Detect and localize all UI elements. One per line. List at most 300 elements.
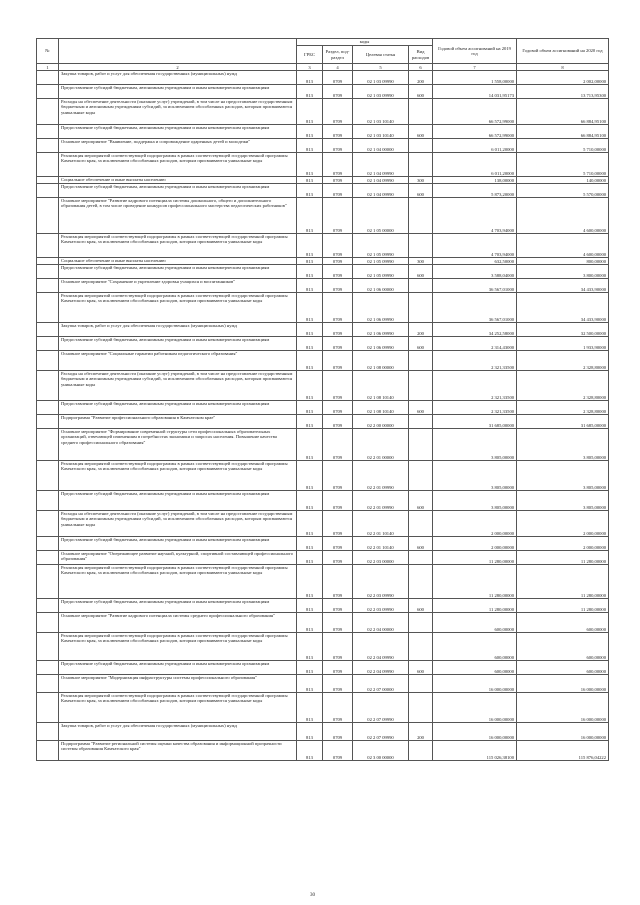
row-razdel-cell: 0709 (323, 537, 353, 551)
row-razdel-cell: 0709 (323, 198, 353, 234)
row-2020-cell: 34 433,90000 (517, 293, 609, 323)
row-name-cell: Расходы на обеспечение деятельности (оказание услуг) учреждений, в том числе на предоставление государственным бюджетным и автономным учреждениям субсидий, за исключением обособленных расходов, которым присваиваются уникальные коды (59, 99, 297, 125)
row-2020-cell: 2 000,00000 (517, 537, 609, 551)
row-cs-cell: 02 2 01 00000 (353, 429, 409, 461)
row-2020-cell: 3 805,00000 (517, 461, 609, 491)
row-vr-cell (409, 693, 433, 723)
table-row (37, 371, 609, 401)
row-number-cell (37, 293, 59, 323)
row-razdel-cell: 0709 (323, 429, 353, 461)
row-2019-cell: 2 321,33500 (433, 371, 517, 401)
row-2020-cell: 4 600,00000 (517, 234, 609, 258)
row-vr-cell (409, 565, 433, 599)
row-grbs-cell: 813 (297, 401, 323, 415)
row-grbs-cell: 813 (297, 99, 323, 125)
row-number-cell (37, 599, 59, 613)
row-number-cell (37, 693, 59, 723)
row-name-cell: Предоставление субсидий бюджетным, автономным учреждениям и иным некоммерческим организациям (59, 599, 297, 613)
row-2019-cell: 600,00000 (433, 633, 517, 661)
row-vr-cell (409, 613, 433, 633)
row-vr-cell (409, 153, 433, 177)
row-name-cell: Реализация мероприятий соответствующей подпрограммы в рамках соответствующей государственной программы Камчатского края, за исключением обособленных расходов, которым присваиваются уникальные коды (59, 693, 297, 723)
row-number-cell (37, 85, 59, 99)
row-name-cell: Основное мероприятие "Социальные гарантии работникам педагогического образования" (59, 351, 297, 371)
row-vr-cell (409, 415, 433, 429)
row-vr-cell (409, 429, 433, 461)
row-2020-cell: 16 000,00000 (517, 723, 609, 741)
row-grbs-cell: 813 (297, 279, 323, 293)
row-grbs-cell: 813 (297, 258, 323, 265)
row-vr-cell: 600 (409, 661, 433, 675)
row-razdel-cell: 0709 (323, 99, 353, 125)
row-name-cell: Предоставление субсидий бюджетным, автономным учреждениям и иным некоммерческим организациям (59, 661, 297, 675)
row-vr-cell (409, 279, 433, 293)
row-grbs-cell: 813 (297, 125, 323, 139)
row-razdel-cell: 0709 (323, 491, 353, 511)
row-2020-cell: 2 328,80000 (517, 371, 609, 401)
row-number-cell (37, 337, 59, 351)
row-cs-cell: 02 1 05 09990 (353, 258, 409, 265)
row-grbs-cell: 813 (297, 461, 323, 491)
row-cs-cell: 02 1 03 09990 (353, 85, 409, 99)
row-number-cell (37, 511, 59, 537)
row-2019-cell: 4 703,94000 (433, 234, 517, 258)
table-row (37, 293, 609, 323)
row-razdel-cell: 0709 (323, 139, 353, 153)
row-razdel-cell: 0709 (323, 723, 353, 741)
row-cs-cell: 02 2 01 09990 (353, 461, 409, 491)
row-number-cell (37, 198, 59, 234)
row-grbs-cell: 813 (297, 565, 323, 599)
row-cs-cell: 02 1 03 09990 (353, 71, 409, 85)
row-number-cell (37, 551, 59, 565)
row-number-cell (37, 184, 59, 198)
table-row (37, 613, 609, 633)
row-name-cell: Реализация мероприятий соответствующей подпрограммы в рамках соответствующей государственной программы Камчатского края, за исключением обособленных расходов, которым присваиваются уникальные коды (59, 293, 297, 323)
row-2020-cell: 3 800,00000 (517, 265, 609, 279)
row-cs-cell: 02 2 04 09990 (353, 661, 409, 675)
row-razdel-cell: 0709 (323, 415, 353, 429)
row-razdel-cell: 0709 (323, 184, 353, 198)
budget-table-page (36, 38, 608, 761)
header-grbs: ГРБС (297, 46, 323, 64)
row-vr-cell (409, 741, 433, 761)
row-number-cell (37, 723, 59, 741)
row-razdel-cell: 0709 (323, 461, 353, 491)
row-2019-cell: 66 572,99000 (433, 125, 517, 139)
row-razdel-cell: 0709 (323, 337, 353, 351)
row-name-cell: Предоставление субсидий бюджетным, автономным учреждениям и иным некоммерческим организациям (59, 401, 297, 415)
row-grbs-cell: 813 (297, 177, 323, 184)
row-2020-cell: 11 280,00000 (517, 599, 609, 613)
row-cs-cell: 02 2 07 00000 (353, 675, 409, 693)
row-razdel-cell: 0709 (323, 125, 353, 139)
row-2019-cell: 16 000,00000 (433, 675, 517, 693)
row-vr-cell (409, 198, 433, 234)
row-number-cell (37, 177, 59, 184)
row-name-cell: Предоставление субсидий бюджетным, автономным учреждениям и иным некоммерческим организациям (59, 537, 297, 551)
row-name-cell: Предоставление субсидий бюджетным, автономным учреждениям и иным некоммерческим организациям (59, 491, 297, 511)
index-cell: 6 (409, 64, 433, 71)
row-number-cell (37, 537, 59, 551)
row-cs-cell: 02 2 03 09990 (353, 599, 409, 613)
row-2019-cell: 16 000,00000 (433, 693, 517, 723)
row-vr-cell: 200 (409, 323, 433, 337)
row-2020-cell: 13 713,95300 (517, 85, 609, 99)
row-2020-cell: 32 500,00000 (517, 323, 609, 337)
row-name-cell: Социальное обеспечение и иные выплаты населению (59, 258, 297, 265)
row-name-cell: Расходы на обеспечение деятельности (оказание услуг) учреждений, в том числе на предоставление государственным бюджетным и автономным учреждениям субсидий, за исключением обособленных расходов, которым присваиваются уникальные коды (59, 511, 297, 537)
row-number-cell (37, 565, 59, 599)
row-name-cell: Предоставление субсидий бюджетным, автономным учреждениям и иным некоммерческим организациям (59, 85, 297, 99)
row-razdel-cell: 0709 (323, 153, 353, 177)
row-cs-cell: 02 1 05 00000 (353, 198, 409, 234)
table-row (37, 661, 609, 675)
row-name-cell: Основное мероприятие "Развитие кадрового потенциала системы среднего профессионального образования" (59, 613, 297, 633)
row-cs-cell: 02 2 03 00000 (353, 551, 409, 565)
row-2020-cell: 11 280,00000 (517, 565, 609, 599)
table-row (37, 184, 609, 198)
row-grbs-cell: 813 (297, 323, 323, 337)
index-cell: 7 (433, 64, 517, 71)
row-vr-cell: 600 (409, 537, 433, 551)
row-name-cell: Закупка товаров, работ и услуг для обеспечения государственных (муниципальных) нужд (59, 323, 297, 337)
row-number-cell (37, 661, 59, 675)
index-row (37, 64, 609, 71)
row-name-cell: Основное мероприятие "Модернизация инфраструктуры системы профессионального образования" (59, 675, 297, 693)
row-razdel-cell: 0709 (323, 258, 353, 265)
row-2019-cell: 6 011,20000 (433, 139, 517, 153)
row-2019-cell: 1 558,00000 (433, 71, 517, 85)
table-row (37, 511, 609, 537)
row-cs-cell: 02 3 00 00000 (353, 741, 409, 761)
row-razdel-cell: 0709 (323, 741, 353, 761)
table-row (37, 198, 609, 234)
row-cs-cell: 02 1 06 09990 (353, 293, 409, 323)
row-2020-cell: 2 002,00000 (517, 71, 609, 85)
row-razdel-cell: 0709 (323, 85, 353, 99)
row-grbs-cell: 813 (297, 723, 323, 741)
row-vr-cell (409, 99, 433, 125)
table-row (37, 633, 609, 661)
row-2019-cell: 31 685,00000 (433, 415, 517, 429)
row-2020-cell: 31 685,00000 (517, 415, 609, 429)
table-row (37, 234, 609, 258)
row-grbs-cell: 813 (297, 234, 323, 258)
row-2019-cell: 600,00000 (433, 613, 517, 633)
table-row (37, 125, 609, 139)
row-razdel-cell: 0709 (323, 613, 353, 633)
row-number-cell (37, 633, 59, 661)
budget-table (36, 38, 609, 761)
header-name (59, 39, 297, 64)
row-number-cell (37, 351, 59, 371)
row-cs-cell: 02 1 04 09990 (353, 184, 409, 198)
index-cell: 4 (323, 64, 353, 71)
row-grbs-cell: 813 (297, 198, 323, 234)
table-row (37, 153, 609, 177)
row-razdel-cell: 0709 (323, 551, 353, 565)
row-grbs-cell: 813 (297, 85, 323, 99)
row-cs-cell: 02 2 01 10140 (353, 511, 409, 537)
row-name-cell: Предоставление субсидий бюджетным, автономным учреждениям и иным некоммерческим организациям (59, 337, 297, 351)
row-name-cell: Основное мероприятие "Формирование современной структуры сети профессиональных образовательных организаций, отвечающей изменениям в потребностях экономики и запросах населения. Повышение качества среднего профессионального образования" (59, 429, 297, 461)
row-cs-cell: 02 1 08 00000 (353, 351, 409, 371)
row-vr-cell (409, 551, 433, 565)
row-vr-cell (409, 633, 433, 661)
row-2020-cell: 5 570,00000 (517, 184, 609, 198)
row-grbs-cell: 813 (297, 139, 323, 153)
row-2019-cell: 11 280,00000 (433, 565, 517, 599)
row-2019-cell: 2 000,00000 (433, 537, 517, 551)
row-name-cell: Реализация мероприятий соответствующей подпрограммы в рамках соответствующей государственной программы Камчатского края, за исключением обособленных расходов, которым присваиваются уникальные коды (59, 633, 297, 661)
row-cs-cell: 02 2 07 09990 (353, 723, 409, 741)
row-grbs-cell: 813 (297, 351, 323, 371)
row-2019-cell: 34 252,58000 (433, 323, 517, 337)
row-grbs-cell: 813 (297, 537, 323, 551)
row-number-cell (37, 429, 59, 461)
table-row (37, 85, 609, 99)
table-header (37, 39, 609, 71)
table-row (37, 401, 609, 415)
index-cell: 2 (59, 64, 297, 71)
row-razdel-cell: 0709 (323, 371, 353, 401)
row-vr-cell (409, 139, 433, 153)
row-2020-cell: 16 000,00000 (517, 675, 609, 693)
index-cell: 5 (353, 64, 409, 71)
row-2020-cell: 3 805,00000 (517, 429, 609, 461)
row-grbs-cell: 813 (297, 491, 323, 511)
row-2019-cell: 3 588,04000 (433, 265, 517, 279)
table-row (37, 723, 609, 741)
row-vr-cell (409, 293, 433, 323)
row-name-cell: Предоставление субсидий бюджетным, автономным учреждениям и иным некоммерческим организациям (59, 265, 297, 279)
row-2020-cell: 3 805,00000 (517, 491, 609, 511)
row-2019-cell: 36 567,01000 (433, 293, 517, 323)
index-cell: 3 (297, 64, 323, 71)
row-name-cell: Реализация мероприятий соответствующей подпрограммы в рамках соответствующей государственной программы Камчатского края, за исключением обособленных расходов, которым присваиваются уникальные коды (59, 234, 297, 258)
row-number-cell (37, 234, 59, 258)
row-2019-cell: 6 011,20000 (433, 153, 517, 177)
row-2019-cell: 36 567,01000 (433, 279, 517, 293)
row-2019-cell: 2 321,33500 (433, 351, 517, 371)
row-2020-cell: 600,00000 (517, 661, 609, 675)
row-name-cell: Подпрограмма "Развитие профессионального образования в Камчатском крае" (59, 415, 297, 429)
row-name-cell: Реализация мероприятий соответствующей подпрограммы в рамках соответствующей государственной программы Камчатского края, за исключением обособленных расходов, которым присваиваются уникальные коды (59, 565, 297, 599)
row-name-cell: Основное мероприятие "Опережающее развитие научной, культурной, спортивной составляющей профессионального образования" (59, 551, 297, 565)
table-row (37, 337, 609, 351)
row-name-cell: Расходы на обеспечение деятельности (оказание услуг) учреждений, в том числе на предоставление государственным бюджетным и автономным учреждениям субсидий, за исключением обособленных расходов, которым присваиваются уникальные коды (59, 371, 297, 401)
row-cs-cell: 02 1 06 09990 (353, 337, 409, 351)
row-grbs-cell: 813 (297, 661, 323, 675)
row-number-cell (37, 125, 59, 139)
row-name-cell: Закупка товаров, работ и услуг для обеспечения государственных (муниципальных) нужд (59, 723, 297, 741)
row-number-cell (37, 279, 59, 293)
row-razdel-cell: 0709 (323, 323, 353, 337)
table-row (37, 565, 609, 599)
row-number-cell (37, 99, 59, 125)
row-name-cell: Закупка товаров, работ и услуг для обеспечения государственных (муниципальных) нужд (59, 71, 297, 85)
row-name-cell: Основное мероприятие "Выявление, поддержка и сопровождение одаренных детей и молодежи" (59, 139, 297, 153)
row-2020-cell: 140,00000 (517, 177, 609, 184)
row-number-cell (37, 491, 59, 511)
table-row (37, 265, 609, 279)
row-cs-cell: 02 2 07 09990 (353, 693, 409, 723)
row-grbs-cell: 813 (297, 293, 323, 323)
row-number-cell (37, 153, 59, 177)
row-2019-cell: 600,00000 (433, 661, 517, 675)
row-2020-cell: 11 280,00000 (517, 551, 609, 565)
row-grbs-cell: 813 (297, 693, 323, 723)
table-row (37, 537, 609, 551)
row-razdel-cell: 0709 (323, 71, 353, 85)
table-row (37, 99, 609, 125)
row-2019-cell: 2 000,00000 (433, 511, 517, 537)
row-grbs-cell: 813 (297, 633, 323, 661)
row-2020-cell: 16 000,00000 (517, 693, 609, 723)
row-cs-cell: 02 2 04 09990 (353, 633, 409, 661)
table-row (37, 551, 609, 565)
row-2019-cell: 3 805,00000 (433, 491, 517, 511)
row-vr-cell: 200 (409, 723, 433, 741)
row-cs-cell: 02 1 05 09990 (353, 234, 409, 258)
header-vr: Вид расходов (409, 46, 433, 64)
row-2020-cell: 1 933,90000 (517, 337, 609, 351)
table-row (37, 491, 609, 511)
row-vr-cell: 600 (409, 491, 433, 511)
header-razdel: Раздел, под-раздел (323, 46, 353, 64)
row-cs-cell: 02 1 08 10140 (353, 371, 409, 401)
table-row (37, 693, 609, 723)
row-cs-cell: 02 1 08 10140 (353, 401, 409, 415)
row-razdel-cell: 0709 (323, 234, 353, 258)
row-2020-cell: 600,00000 (517, 613, 609, 633)
row-vr-cell: 300 (409, 177, 433, 184)
row-razdel-cell: 0709 (323, 293, 353, 323)
row-razdel-cell: 0709 (323, 675, 353, 693)
row-cs-cell: 02 1 03 10140 (353, 99, 409, 125)
table-row (37, 139, 609, 153)
row-razdel-cell: 0709 (323, 351, 353, 371)
row-2020-cell: 600,00000 (517, 633, 609, 661)
row-2019-cell: 632,50000 (433, 258, 517, 265)
row-2020-cell: 2 328,80000 (517, 351, 609, 371)
row-grbs-cell: 813 (297, 675, 323, 693)
table-row (37, 177, 609, 184)
table-row (37, 71, 609, 85)
row-name-cell: Предоставление субсидий бюджетным, автономным учреждениям и иным некоммерческим организациям (59, 184, 297, 198)
row-vr-cell: 600 (409, 265, 433, 279)
header-codes: коды (297, 39, 433, 46)
row-vr-cell: 600 (409, 337, 433, 351)
row-grbs-cell: 813 (297, 599, 323, 613)
row-2019-cell: 115 026,38100 (433, 741, 517, 761)
row-number-cell (37, 139, 59, 153)
row-vr-cell: 600 (409, 401, 433, 415)
row-razdel-cell: 0709 (323, 599, 353, 613)
row-cs-cell: 02 2 03 09990 (353, 565, 409, 599)
row-vr-cell (409, 461, 433, 491)
row-vr-cell (409, 351, 433, 371)
row-cs-cell: 02 2 01 10140 (353, 537, 409, 551)
row-2020-cell: 34 433,90000 (517, 279, 609, 293)
row-name-cell: Реализация мероприятий соответствующей подпрограммы в рамках соответствующей государственной программы Камчатского края, за исключением обособленных расходов, которым присваиваются уникальные коды (59, 461, 297, 491)
row-2020-cell: 5 710,00000 (517, 153, 609, 177)
table-row (37, 415, 609, 429)
row-2019-cell: 3 805,00000 (433, 429, 517, 461)
header-2019: Годовой объем ассигнований на 2019 год (433, 39, 517, 64)
row-2020-cell: 800,00000 (517, 258, 609, 265)
row-2019-cell: 4 703,94000 (433, 198, 517, 234)
row-name-cell: Основное мероприятие "Сохранение и укрепление здоровья учащихся и воспитанников" (59, 279, 297, 293)
header-cs: Целевая статья (353, 46, 409, 64)
row-grbs-cell: 813 (297, 337, 323, 351)
table-row (37, 258, 609, 265)
row-number-cell (37, 741, 59, 761)
row-grbs-cell: 813 (297, 613, 323, 633)
row-grbs-cell: 813 (297, 371, 323, 401)
row-grbs-cell: 813 (297, 71, 323, 85)
header-num: № (37, 39, 59, 64)
row-2020-cell: 66 884,95100 (517, 99, 609, 125)
row-razdel-cell: 0709 (323, 661, 353, 675)
row-cs-cell: 02 1 03 10140 (353, 125, 409, 139)
row-2019-cell: 5 873,20000 (433, 184, 517, 198)
row-vr-cell (409, 371, 433, 401)
row-razdel-cell: 0709 (323, 265, 353, 279)
row-name-cell: Социальное обеспечение и иные выплаты населению (59, 177, 297, 184)
row-grbs-cell: 813 (297, 265, 323, 279)
row-vr-cell: 600 (409, 125, 433, 139)
row-name-cell: Предоставление субсидий бюджетным, автономным учреждениям и иным некоммерческим организациям (59, 125, 297, 139)
row-razdel-cell: 0709 (323, 279, 353, 293)
row-vr-cell: 300 (409, 258, 433, 265)
row-razdel-cell: 0709 (323, 693, 353, 723)
row-cs-cell: 02 1 04 09990 (353, 153, 409, 177)
row-grbs-cell: 813 (297, 511, 323, 537)
row-razdel-cell: 0709 (323, 565, 353, 599)
row-number-cell (37, 323, 59, 337)
row-2020-cell: 5 710,00000 (517, 139, 609, 153)
row-grbs-cell: 813 (297, 741, 323, 761)
header-2020: Годовой объем ассигнований на 2020 год (517, 39, 609, 64)
index-cell: 8 (517, 64, 609, 71)
row-number-cell (37, 461, 59, 491)
row-2020-cell: 115 876,04222 (517, 741, 609, 761)
row-number-cell (37, 71, 59, 85)
row-name-cell: Подпрограмма "Развитие региональной системы оценки качества образования и информационной прозрачности системы образования Камчатского края" (59, 741, 297, 761)
row-2019-cell: 2 321,33500 (433, 401, 517, 415)
row-grbs-cell: 813 (297, 551, 323, 565)
table-row (37, 741, 609, 761)
row-cs-cell: 02 2 00 00000 (353, 415, 409, 429)
row-vr-cell (409, 234, 433, 258)
row-vr-cell: 600 (409, 599, 433, 613)
row-2019-cell: 14 031,95173 (433, 85, 517, 99)
table-row (37, 351, 609, 371)
table-body (37, 71, 609, 761)
row-grbs-cell: 813 (297, 184, 323, 198)
table-row (37, 323, 609, 337)
row-razdel-cell: 0709 (323, 177, 353, 184)
row-number-cell (37, 258, 59, 265)
row-2019-cell: 138,00000 (433, 177, 517, 184)
row-vr-cell: 200 (409, 71, 433, 85)
row-vr-cell: 600 (409, 184, 433, 198)
row-number-cell (37, 613, 59, 633)
row-2019-cell: 16 000,00000 (433, 723, 517, 741)
row-2019-cell: 3 805,00000 (433, 461, 517, 491)
